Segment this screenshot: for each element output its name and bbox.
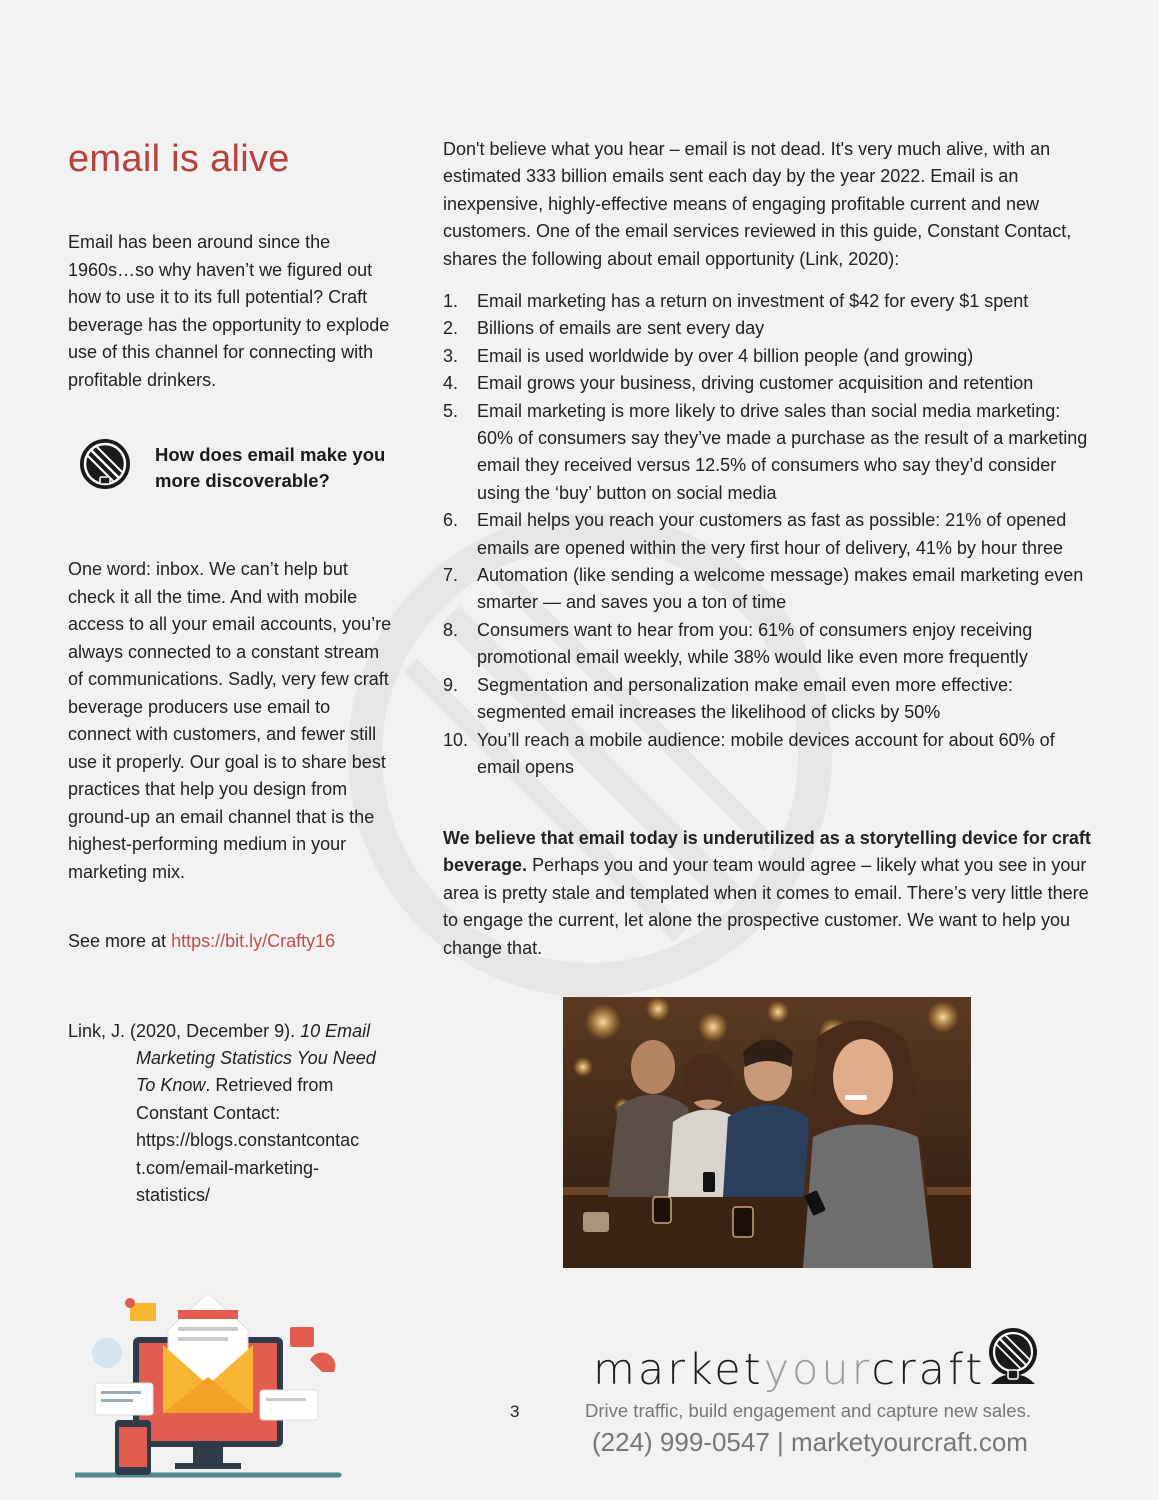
badge-icon: [78, 437, 132, 491]
list-item: 10. You’ll reach a mobile audience: mobile devices account for about 60% of email opens: [443, 729, 1055, 777]
reference-title-rest: Marketing Statistics You Need To Know: [136, 1048, 376, 1096]
right-intro: Don't believe what you hear – email is not dead. It's very much alive, with an estimated 333 billion emails sent each day by the year 2022. Email is an inexpensive, highly-effective means of engaging profitable current and new customers. One of the email services reviewed in this guide, Constant Contact, shares the following about email opportunity (Link, 2020):: [443, 139, 1072, 269]
brand-wordmark: marketyourcraft: [593, 1345, 986, 1395]
reference-tail: . Retrieved from Constant Contact: https://blogs.constantcontac t.com/email-marketing-statistics/: [136, 1075, 360, 1206]
reference: [68, 1018, 393, 1045]
see-more: [68, 928, 393, 956]
left-intro: Email has been around since the 1960s…so why haven’t we figured out how to use it to its full potential? Craft beverage has the opportunity to explode use of this channel for connecting with profitable drinkers.: [68, 232, 390, 390]
contact-info[interactable]: (224) 999-0547 | marketyourcraft.com: [592, 1427, 1028, 1457]
reference-lead: Link, J. (2020, December 9).: [68, 1021, 301, 1041]
page-number: 3: [510, 1402, 520, 1421]
closing-paragraph: [443, 825, 1093, 962]
tagline: Drive traffic, build engagement and capture new sales.: [585, 1400, 1031, 1421]
list-item: 6. Email helps you reach your customers as fast as possible: 21% of opened emails are opened within the very first hour of delivery, 41% by hour three: [443, 510, 1067, 558]
closing-rest: Perhaps you and your team would agree – likely what you see in your area is pretty stale and templated when it comes to email. There’s very little there to engage the current, let alone the prospective customer. We want to help you change that.: [443, 855, 1089, 958]
reference-continued: [68, 1045, 393, 1209]
reference-title-first: 10 Email: [300, 1021, 371, 1041]
email-illustration: [75, 1285, 345, 1485]
list-item: 4. Email grows your business, driving customer acquisition and retention: [443, 373, 1034, 394]
list-item: 2. Billions of emails are sent every day: [443, 318, 765, 339]
list-item: 1. Email marketing has a return on investment of $42 for every $1 spent: [443, 291, 1029, 311]
closing-bold: We believe that email today is underutilized as a storytelling device for craft beverage.: [443, 828, 1091, 876]
callout-question: How does email make you more discoverable?: [155, 444, 386, 491]
list-item: 3. Email is used worldwide by over 4 billion people (and growing): [443, 345, 974, 366]
list-item: 5. Email marketing is more likely to drive sales than social media marketing: 60% of consumers say they’ve made a purchase as the result of a marketing email they received versus 12.5% of consumers who say they’d consider using the ‘buy’ button on social media: [443, 400, 1088, 503]
brand-logo-icon: [985, 1326, 1041, 1388]
see-more-label: See more at: [68, 931, 172, 951]
left-answer: One word: inbox. We can’t help but check it all the time. And with mobile access to all your email accounts, you’re always connected to a constant stream of communications. Sadly, very few craft beverage producers use email to connect with customers, and fewer still use it properly. Our goal is to share best practices that help you design from ground-up an email channel that is the highest-performing medium in your marketing mix.: [68, 559, 392, 882]
bar-photo: [563, 997, 971, 1268]
see-more-link[interactable]: https://bit.ly/Crafty16: [171, 931, 336, 951]
stats-list: [443, 288, 1093, 781]
page-title: email is alive: [68, 138, 290, 180]
list-item: 8. Consumers want to hear from you: 61% of consumers enjoy receiving promotional email weekly, while 38% would like even more frequently: [443, 619, 1033, 668]
list-item: 9. Segmentation and personalization make email even more effective: segmented email increases the likelihood of clicks by 50%: [443, 674, 1013, 723]
list-item: 7. Automation (like sending a welcome message) makes email marketing even smarter — and saves you a ton of time: [443, 565, 1084, 613]
